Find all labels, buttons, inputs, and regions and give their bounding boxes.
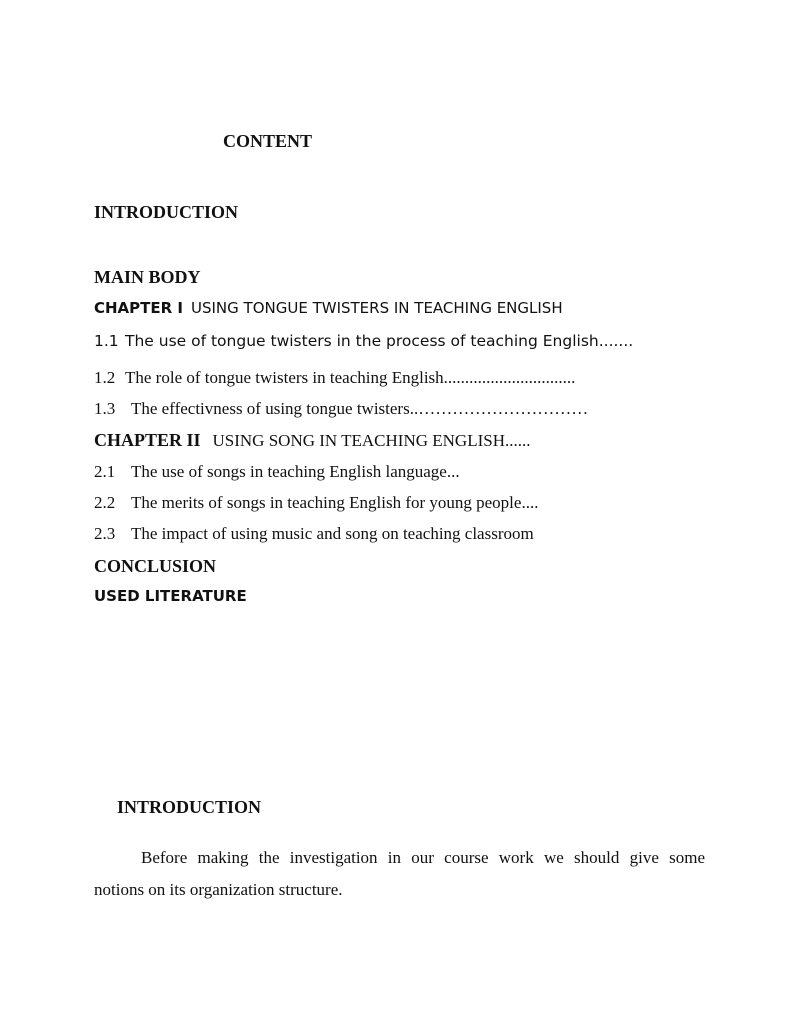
toc-item-2-2: [94, 493, 538, 513]
item-text: The role of tongue twisters in teaching English...............................: [125, 368, 576, 387]
paragraph-line-1: Before making the investigation in our course work we should give some: [141, 848, 705, 867]
item-number: 2.1: [94, 462, 116, 481]
toc-main-body: MAIN BODY: [94, 267, 201, 287]
item-text: The impact of using music and song on teaching classroom: [131, 524, 534, 543]
item-text: The use of songs in teaching English language...: [131, 462, 460, 481]
toc-introduction: INTRODUCTION: [94, 202, 239, 222]
toc-item-2-1: [94, 462, 460, 482]
item-number: 1.3: [94, 399, 116, 418]
item-number: 1.1: [94, 332, 119, 350]
intro-paragraph: [94, 842, 705, 906]
toc-chapter-1: [94, 299, 563, 317]
item-text: The use of tongue twisters in the process of teaching English.......: [125, 332, 634, 350]
toc-item-1-2: [94, 368, 575, 388]
item-number: 2.3: [94, 524, 116, 543]
item-number: 1.2: [94, 368, 116, 387]
toc-item-1-3: [94, 399, 588, 419]
chapter-1-title: USING TONGUE TWISTERS IN TEACHING ENGLISH: [191, 299, 563, 317]
toc-item-1-1: [94, 332, 633, 350]
toc-used-literature: USED LITERATURE: [94, 587, 247, 605]
item-number: 2.2: [94, 493, 116, 512]
item-text: The merits of songs in teaching English for young people....: [131, 493, 539, 512]
item-text: The effectivness of using tongue twisters..…………………………: [131, 399, 589, 418]
toc-item-2-3: [94, 524, 534, 544]
chapter-1-label: CHAPTER I: [94, 299, 183, 317]
toc-conclusion: CONCLUSION: [94, 556, 217, 576]
toc-chapter-2: [94, 430, 530, 451]
chapter-2-label: CHAPTER II: [94, 430, 201, 450]
section-heading-introduction: INTRODUCTION: [117, 797, 262, 817]
paragraph-line-2: notions on its organization structure.: [94, 880, 343, 899]
toc-title: CONTENT: [223, 131, 313, 151]
chapter-2-title: USING SONG IN TEACHING ENGLISH......: [212, 431, 531, 450]
